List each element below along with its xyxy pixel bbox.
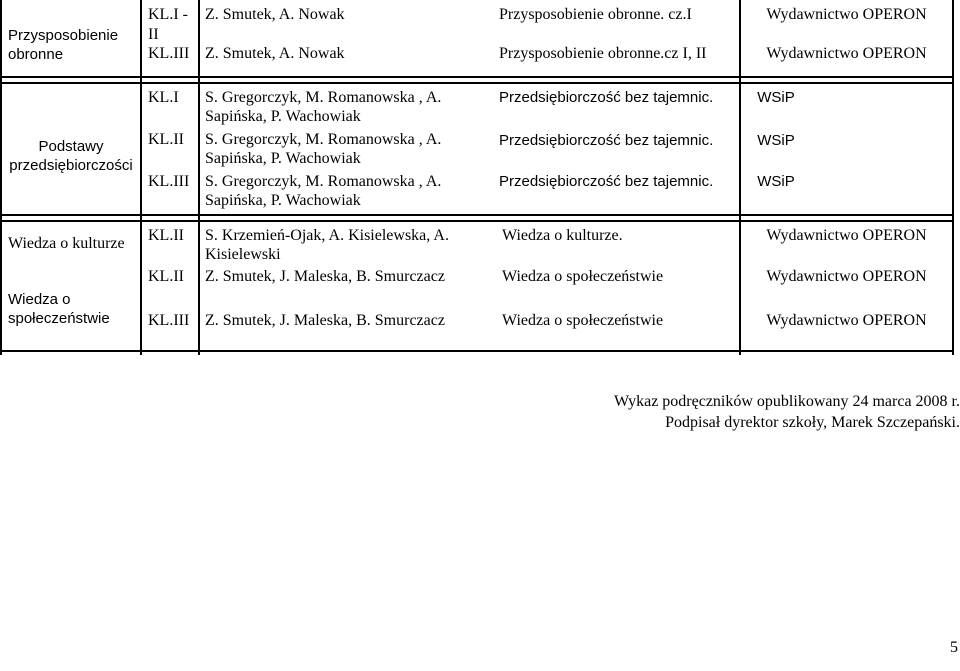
class-cell: KL.II (148, 227, 184, 244)
publisher-cell: WSiP (757, 89, 795, 106)
class-cell: KL.II (148, 268, 184, 285)
class-cell: KL.III (148, 312, 190, 329)
table-line (0, 76, 954, 78)
table-line (0, 82, 954, 84)
table-line (140, 0, 142, 355)
publisher-cell: Wydawnictwo OPERON (766, 6, 927, 23)
publisher-cell: Wydawnictwo OPERON (766, 45, 927, 62)
class-cell: KL.I (148, 89, 179, 106)
page-number: 5 (950, 639, 958, 656)
title-cell: Przedsiębiorczość bez tajemnic. (499, 132, 714, 149)
title-cell: Wiedza o kulturze. (502, 227, 623, 244)
footer-line-signature: Podpisał dyrektor szkoły, Marek Szczepański. (665, 414, 960, 431)
class-cell: KL.II (148, 131, 184, 148)
footer-line-publication: Wykaz podręczników opublikowany 24 marca 2008 r. (613, 393, 960, 410)
table-line (0, 214, 954, 216)
subject-cell: Przysposobienie obronne (8, 27, 119, 63)
table-line (0, 220, 954, 222)
table-line (0, 350, 954, 352)
authors-cell: Sapińska, P. Wachowiak (205, 150, 361, 167)
authors-cell: S. Gregorczyk, M. Romanowska , A. (205, 173, 442, 190)
publisher-cell: Wydawnictwo OPERON (766, 312, 927, 329)
title-cell: Przysposobienie obronne. cz.I (499, 6, 692, 23)
title-cell: Przedsiębiorczość bez tajemnic. (499, 173, 714, 190)
class-cell: KL.III (148, 45, 190, 62)
title-cell: Przedsiębiorczość bez tajemnic. (499, 89, 714, 106)
authors-cell: Sapińska, P. Wachowiak (205, 108, 361, 125)
publisher-cell: WSiP (757, 132, 795, 149)
authors-cell: Kisielewski (205, 246, 281, 263)
subject-cell: Wiedza o społeczeństwie (8, 291, 110, 327)
authors-cell: Z. Smutek, J. Maleska, B. Smurczacz (205, 268, 445, 285)
publisher-cell: WSiP (757, 173, 795, 190)
authors-cell: Z. Smutek, A. Nowak (205, 6, 345, 23)
table-line (0, 0, 2, 355)
title-cell: Wiedza o społeczeństwie (502, 268, 664, 285)
table-line (198, 0, 200, 355)
class-cell: KL.III (148, 173, 190, 190)
title-cell: Wiedza o społeczeństwie (502, 312, 664, 329)
authors-cell: S. Gregorczyk, M. Romanowska , A. (205, 131, 442, 148)
subject-cell: Podstawy przedsiębiorczości (9, 138, 133, 174)
authors-cell: Sapińska, P. Wachowiak (205, 192, 361, 209)
footer-note (614, 391, 960, 433)
title-cell: Przysposobienie obronne.cz I, II (499, 45, 707, 62)
publisher-cell: Wydawnictwo OPERON (766, 227, 927, 244)
authors-cell: S. Gregorczyk, M. Romanowska , A. (205, 89, 442, 106)
table-line (952, 0, 954, 355)
authors-cell: Z. Smutek, J. Maleska, B. Smurczacz (205, 312, 445, 329)
authors-cell: Z. Smutek, A. Nowak (205, 45, 345, 62)
subject-cell: Wiedza o kulturze (8, 235, 125, 252)
publisher-cell: Wydawnictwo OPERON (766, 268, 927, 285)
class-cell: KL.I - II (148, 6, 188, 43)
authors-cell: S. Krzemień-Ojak, A. Kisielewska, A. (205, 227, 449, 244)
